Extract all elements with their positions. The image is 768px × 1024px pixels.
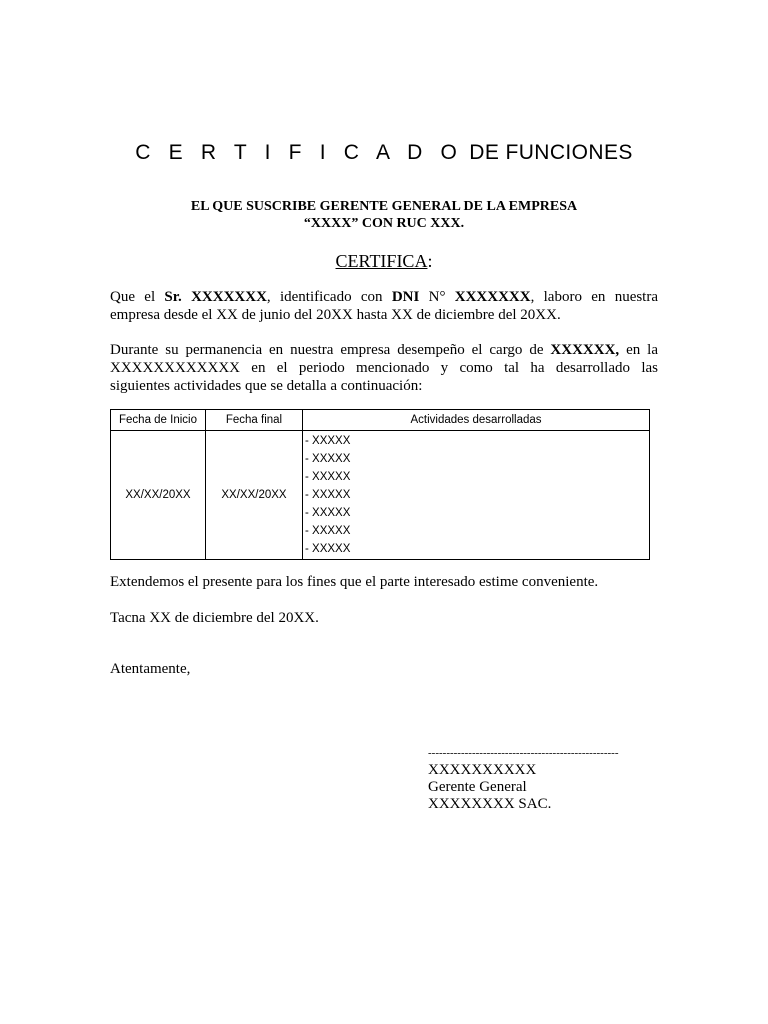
header-start-date: Fecha de Inicio <box>111 410 206 431</box>
header-activities: Actividades desarrolladas <box>303 410 650 431</box>
activity-item: - XXXXX <box>305 489 351 501</box>
start-date-cell: XX/XX/20XX <box>111 431 206 560</box>
paragraph-identification <box>110 288 658 324</box>
activity-item: - XXXXX <box>305 525 351 537</box>
certifica-heading <box>0 251 768 272</box>
title-part-1: C E R T I F I C A D O <box>135 141 464 164</box>
signature-line: ---------------------------------------------------- <box>428 747 619 759</box>
table-header-row <box>111 410 650 431</box>
closing-paragraph: Extendemos el presente para los fines que el parte interesado estime conveniente. <box>110 574 599 590</box>
signer-company: XXXXXXXX SAC. <box>428 796 552 812</box>
signer-name: XXXXXXXXXX <box>428 762 537 778</box>
activity-item: - XXXXX <box>305 435 351 447</box>
place-date: Tacna XX de diciembre del 20XX. <box>110 610 319 626</box>
activity-item: - XXXXX <box>305 471 351 483</box>
paragraph-2-line-2: XXXXXXXXXXXX en el periodo mencionado y como tal ha desarrollado las <box>110 360 658 376</box>
issuer-line-2: “XXXX” CON RUC XXX. <box>303 216 465 231</box>
salutation: Atentamente, <box>110 661 191 677</box>
text-identificado: , identificado con <box>266 289 392 305</box>
document-title <box>0 141 768 165</box>
dni-label: DNI <box>391 289 420 305</box>
activity-item: - XXXXX <box>305 507 351 519</box>
job-title: XXXXXX, <box>550 342 620 358</box>
activities-table <box>110 409 650 560</box>
text-numero: N° <box>419 289 455 305</box>
dni-number: XXXXXXX <box>454 289 531 305</box>
issuer-heading <box>0 198 768 232</box>
header-end-date: Fecha final <box>206 410 303 431</box>
activity-item: - XXXXX <box>305 543 351 555</box>
certifica-colon: : <box>427 251 433 271</box>
issuer-line-1: EL QUE SUSCRIBE GERENTE GENERAL DE LA EMPRESA <box>190 199 578 214</box>
signature-block <box>428 745 618 813</box>
text-que-el: Que el <box>110 289 165 305</box>
text-en-la: en la <box>619 342 658 358</box>
paragraph-2-line-3: siguientes actividades que se detalla a continuación: <box>110 378 423 394</box>
certifica-word: CERTIFICA <box>335 251 428 271</box>
end-date-cell: XX/XX/20XX <box>206 431 303 560</box>
activity-item: - XXXXX <box>305 453 351 465</box>
paragraph-2-line-1 <box>110 341 658 359</box>
signer-position: Gerente General <box>428 779 527 795</box>
activities-cell <box>303 431 650 560</box>
text-laboro: , laboro en nuestra <box>530 289 659 305</box>
text-durante: Durante su permanencia en nuestra empresa desempeño el cargo de <box>110 342 551 358</box>
employee-name: Sr. XXXXXXX <box>164 289 267 305</box>
table-row <box>111 431 650 560</box>
paragraph-1-line-2: empresa desde el XX de junio del 20XX hasta XX de diciembre del 20XX. <box>110 307 561 323</box>
paragraph-1-line-1 <box>110 288 658 306</box>
paragraph-position <box>110 341 658 395</box>
title-part-2: DE FUNCIONES <box>463 141 633 164</box>
